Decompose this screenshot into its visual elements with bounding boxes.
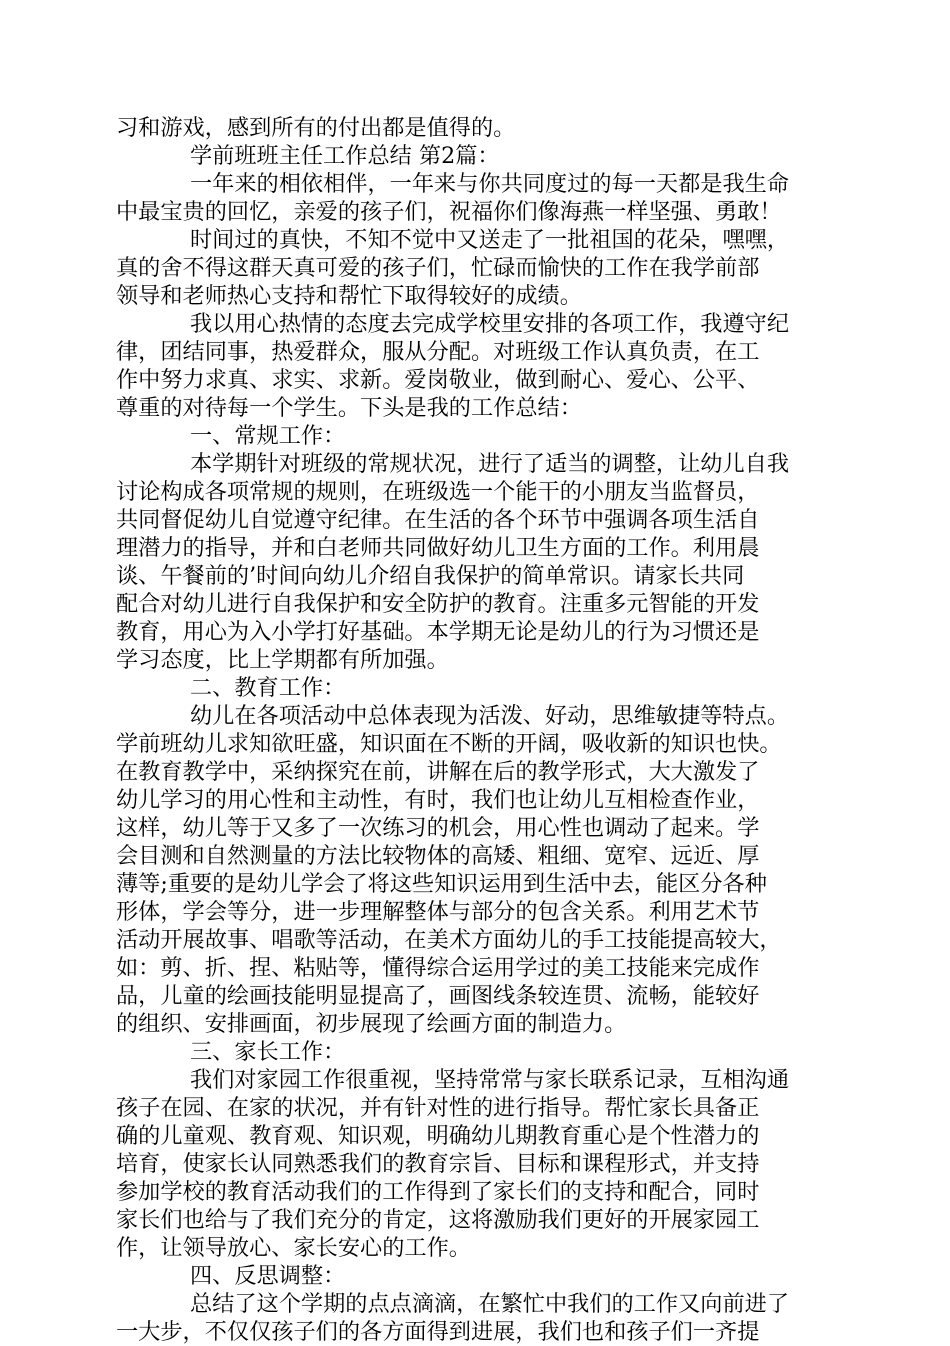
text-line: 培育，使家长认同熟悉我们的教育宗旨、目标和课程形式，并支持 (116, 1151, 760, 1177)
text-line: 谈、午餐前的’时间向幼儿介绍自我保护的简单常识。请家长共同 (116, 563, 745, 589)
text-line: 我以用心热情的态度去完成学校里安排的各项工作，我遵守纪 (190, 311, 790, 337)
text-line: 中最宝贵的回忆，亲爱的孩子们，祝福你们像海燕一样坚强、勇敢！ (116, 199, 782, 225)
text-line: 学前班班主任工作总结 第2篇： (190, 143, 500, 169)
text-line: 作，让领导放心、家长安心的工作。 (116, 1235, 471, 1261)
text-line: 在教育教学中，采纳探究在前，讲解在后的教学形式，大大激发了 (116, 759, 760, 785)
text-line: 家长们也给与了我们充分的肯定，这将激励我们更好的开展家园工 (116, 1207, 760, 1233)
text-line: 教育，用心为入小学打好基础。本学期无论是幼儿的行为习惯还是 (116, 619, 760, 645)
text-line: 四、反思调整： (190, 1263, 346, 1289)
text-line: 一、常规工作： (190, 423, 346, 449)
text-line: 确的儿童观、教育观、知识观，明确幼儿期教育重心是个性潜力的 (116, 1123, 760, 1149)
document-body (116, 114, 836, 1346)
text-line: 幼儿学习的用心性和主动性，有时，我们也让幼儿互相检查作业， (116, 787, 760, 813)
text-line: 的组织、安排画面，初步展现了绘画方面的制造力。 (116, 1011, 627, 1037)
text-line: 学习态度，比上学期都有所加强。 (116, 647, 449, 673)
text-line: 幼儿在各项活动中总体表现为活泼、好动，思维敏捷等特点。 (190, 703, 790, 729)
text-line: 时间过的真快，不知不觉中又送走了一批祖国的花朵，嘿嘿， (190, 227, 790, 253)
text-line: 总结了这个学期的点点滴滴，在繁忙中我们的工作又向前进了 (190, 1291, 790, 1317)
text-line: 配合对幼儿进行自我保护和安全防护的教育。注重多元智能的开发 (116, 591, 760, 617)
text-line: 习和游戏，感到所有的付出都是值得的。 (116, 115, 516, 141)
text-line: 参加学校的教育活动我们的工作得到了家长们的支持和配合，同时 (116, 1179, 760, 1205)
text-line: 一大步，不仅仅孩子们的各方面得到进展，我们也和孩子们一齐提 (116, 1319, 760, 1345)
text-line: 品，儿童的绘画技能明显提高了，画图线条较连贯、流畅，能较好 (116, 983, 760, 1009)
text-line: 作中努力求真、求实、求新。爱岗敬业，做到耐心、爱心、公平、 (116, 367, 760, 393)
text-line: 本学期针对班级的常规状况，进行了适当的调整，让幼儿自我 (190, 451, 790, 477)
text-line: 会目测和自然测量的方法比较物体的高矮、粗细、宽窄、远近、厚 (116, 843, 760, 869)
text-line: 这样，幼儿等于又多了一次练习的机会，用心性也调动了起来。学 (116, 815, 760, 841)
text-line: 讨论构成各项常规的规则，在班级选一个能干的小朋友当监督员， (116, 479, 760, 505)
text-line: 一年来的相依相伴，一年来与你共同度过的每一天都是我生命 (190, 171, 790, 197)
text-line: 真的舍不得这群天真可爱的孩子们，忙碌而愉快的工作在我学前部 (116, 255, 760, 281)
text-line: 形体，学会等分，进一步理解整体与部分的包含关系。利用艺术节 (116, 899, 760, 925)
text-line: 如：剪、折、捏、粘贴等，懂得综合运用学过的美工技能来完成作 (116, 955, 760, 981)
text-line: 学前班幼儿求知欲旺盛，知识面在不断的开阔，吸收新的知识也快。 (116, 731, 782, 757)
text-line: 理潜力的指导，并和白老师共同做好幼儿卫生方面的工作。利用晨 (116, 535, 760, 561)
text-line: 共同督促幼儿自觉遵守纪律。在生活的各个环节中强调各项生活自 (116, 507, 760, 533)
text-line: 活动开展故事、唱歌等活动，在美术方面幼儿的手工技能提高较大， (116, 927, 782, 953)
text-line: 孩子在园、在家的状况，并有针对性的进行指导。帮忙家长具备正 (116, 1095, 760, 1121)
text-line: 三、家长工作： (190, 1039, 346, 1065)
text-line: 领导和老师热心支持和帮忙下取得较好的成绩。 (116, 283, 582, 309)
text-line: 律，团结同事，热爱群众，服从分配。对班级工作认真负责，在工 (116, 339, 760, 365)
text-line: 薄等;重要的是幼儿学会了将这些知识运用到生活中去，能区分各种 (116, 871, 767, 897)
text-line: 我们对家园工作很重视，坚持常常与家长联系记录，互相沟通 (190, 1067, 790, 1093)
text-line: 尊重的对待每一个学生。下头是我的工作总结： (116, 395, 582, 421)
text-line: 二、教育工作： (190, 675, 346, 701)
